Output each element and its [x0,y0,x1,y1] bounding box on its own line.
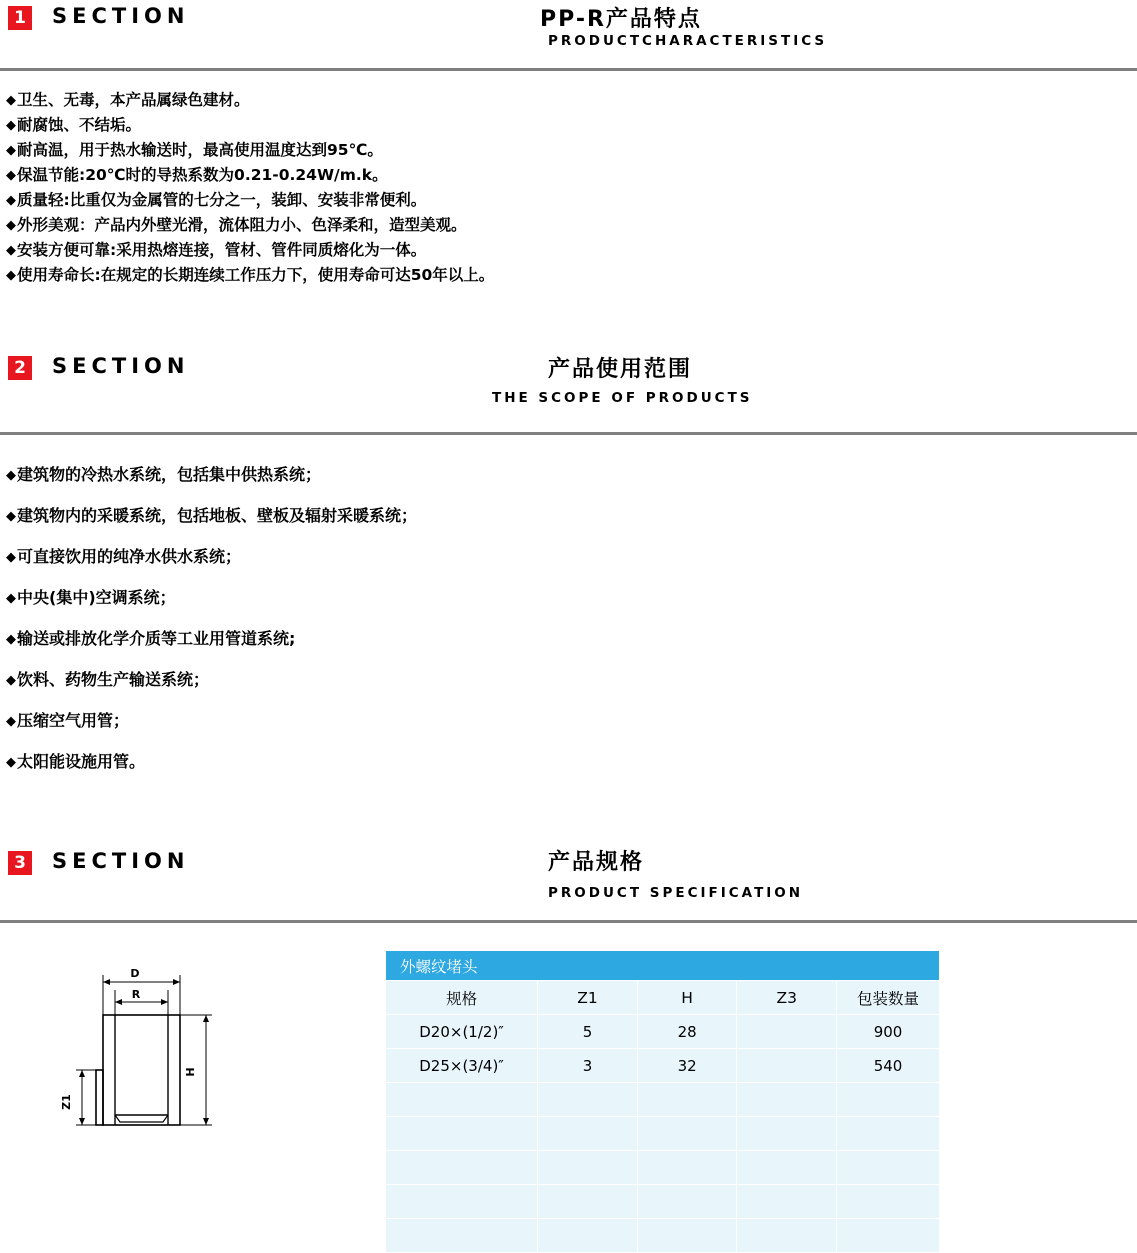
section-1-word: SECTION [52,4,190,28]
diamond-icon: ◆ [6,673,16,688]
cell-h [637,1083,737,1117]
diamond-icon: ◆ [6,193,16,208]
table-row [386,1185,940,1219]
column-header-package: 包装数量 [837,981,940,1015]
cell-z1: 3 [538,1049,638,1083]
cell-z1 [538,1219,638,1253]
divider-1 [0,68,1137,71]
section-3-number: 3 [8,851,32,875]
diamond-icon: ◆ [6,218,16,233]
cell-z1 [538,1083,638,1117]
cell-spec [386,1151,538,1185]
label-z1: Z1 [60,1094,73,1110]
section-1-title-en: PRODUCTCHARACTERISTICS [548,33,828,49]
list-item: ◆质量轻:比重仅为金属管的七分之一，装卸、安装非常便利。 [6,191,427,209]
section-1-title-cn: PP-R产品特点 [540,7,702,32]
cell-h [637,1185,737,1219]
cell-z1 [538,1117,638,1151]
table-row [386,1083,940,1117]
divider-2 [0,432,1137,435]
list-item: ◆耐腐蚀、不结垢。 [6,116,142,134]
cell-package: 540 [837,1049,940,1083]
cell-package [837,1185,940,1219]
diamond-icon: ◆ [6,591,16,606]
diamond-icon: ◆ [6,755,16,770]
list-item: ◆输送或排放化学介质等工业用管道系统; [6,629,296,648]
section-1-number: 1 [8,6,32,30]
cell-z3 [737,1219,837,1253]
list-item: ◆建筑物的冷热水系统，包括集中供热系统； [6,465,322,484]
cell-package [837,1083,940,1117]
diamond-icon: ◆ [6,268,16,283]
list-item: ◆外形美观：产品内外壁光滑，流体阻力小、色泽柔和，造型美观。 [6,216,467,234]
cell-z1: 5 [538,1015,638,1049]
cell-spec [386,1185,538,1219]
cell-z3 [737,1083,837,1117]
section-2-number: 2 [8,356,32,380]
list-item: ◆建筑物内的采暖系统，包括地板、壁板及辐射采暖系统； [6,506,418,525]
column-header-z1: Z1 [538,981,638,1015]
label-h: H [184,1067,197,1077]
cell-spec [386,1219,538,1253]
table-header-row [386,981,940,1015]
list-item: ◆安装方便可靠:采用热熔连接，管材、管件同质熔化为一体。 [6,241,427,259]
table-title-row [386,951,940,981]
diamond-icon: ◆ [6,143,16,158]
list-item: ◆饮料、药物生产输送系统； [6,670,210,689]
diamond-icon: ◆ [6,118,16,133]
section-2-title-en: THE SCOPE OF PRODUCTS [492,390,753,406]
cell-package [837,1151,940,1185]
diamond-icon: ◆ [6,243,16,258]
list-item: ◆保温节能:20℃时的导热系数为0.21-0.24W/m.k。 [6,166,388,184]
list-item: ◆使用寿命长:在规定的长期连续工作压力下，使用寿命可达50年以上。 [6,266,495,284]
cell-spec [386,1083,538,1117]
cell-package [837,1219,940,1253]
diamond-icon: ◆ [6,468,16,483]
table-row [386,1219,940,1253]
cell-z1 [538,1185,638,1219]
diamond-icon: ◆ [6,168,16,183]
features-list [6,88,494,288]
section-1-header [0,0,1137,56]
cell-package [837,1117,940,1151]
diamond-icon: ◆ [6,714,16,729]
cell-h: 28 [637,1015,737,1049]
cell-package: 900 [837,1015,940,1049]
section-3-title-en: PRODUCT SPECIFICATION [548,885,804,901]
cell-z1 [538,1151,638,1185]
diamond-icon: ◆ [6,550,16,565]
table-row [386,1049,940,1083]
list-item: ◆卫生、无毒，本产品属绿色建材。 [6,91,250,109]
cell-h [637,1219,737,1253]
diamond-icon: ◆ [6,509,16,524]
table-row [386,1151,940,1185]
section-2-header [0,350,1137,406]
cell-z3 [737,1049,837,1083]
list-item: ◆耐高温，用于热水输送时，最高使用温度达到95℃。 [6,141,383,159]
cell-z3 [737,1151,837,1185]
cell-z3 [737,1185,837,1219]
section-2-word: SECTION [52,354,190,378]
list-item: ◆可直接饮用的纯净水供水系统； [6,547,242,566]
divider-3 [0,920,1137,923]
column-header-h: H [637,981,737,1015]
product-drawing [40,950,270,1180]
cell-h [637,1151,737,1185]
table-row [386,1117,940,1151]
cell-h [637,1117,737,1151]
cell-z3 [737,1015,837,1049]
table-row [386,1015,940,1049]
section-2-title-cn: 产品使用范围 [548,357,693,382]
cell-z3 [737,1117,837,1151]
cell-spec [386,1117,538,1151]
list-item: ◆太阳能设施用管。 [6,752,146,771]
section-3-header [0,845,1137,901]
cell-spec: D20×(1/2)″ [386,1015,538,1049]
table-title: 外螺纹堵头 [386,951,940,981]
list-item: ◆压缩空气用管； [6,711,130,730]
diamond-icon: ◆ [6,93,16,108]
scope-list [6,455,417,783]
column-header-spec: 规格 [386,981,538,1015]
cell-spec: D25×(3/4)″ [386,1049,538,1083]
cell-h: 32 [637,1049,737,1083]
list-item: ◆中央(集中)空调系统； [6,588,176,607]
label-r: R [131,988,141,1001]
section-3-word: SECTION [52,849,190,873]
section-3-title-cn: 产品规格 [548,850,645,875]
label-d: D [130,967,140,980]
diamond-icon: ◆ [6,632,16,647]
column-header-z3: Z3 [737,981,837,1015]
